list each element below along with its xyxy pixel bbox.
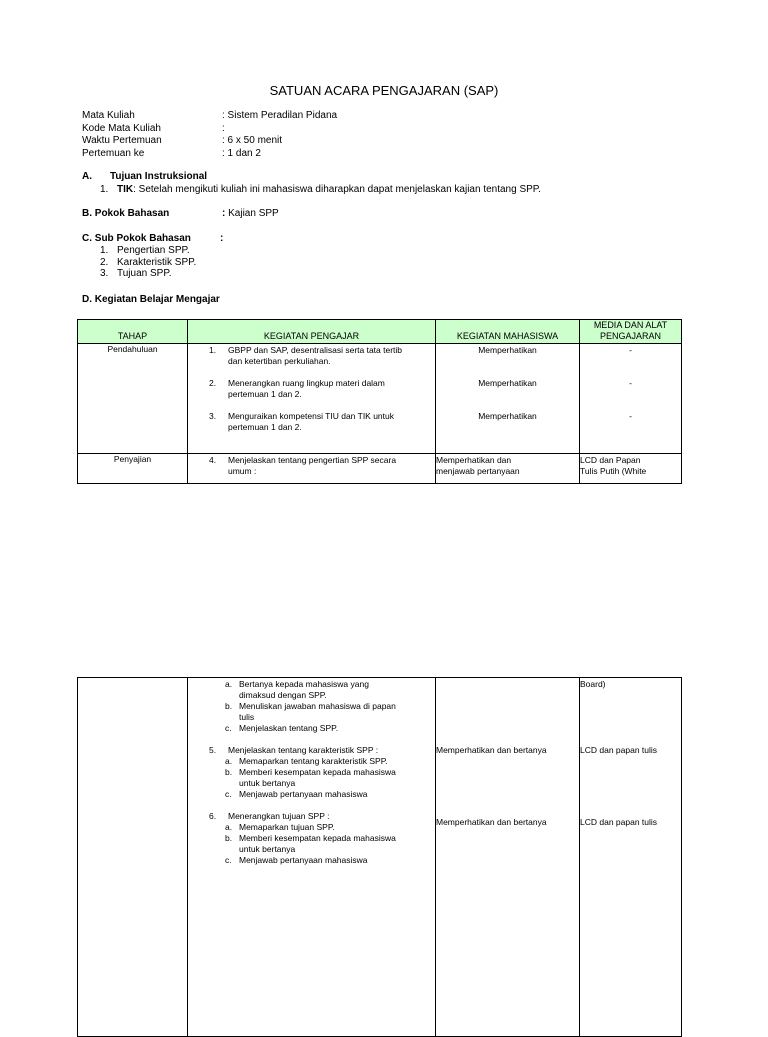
list-item (100, 257, 196, 269)
section-title: Tujuan Instruksional (110, 171, 208, 182)
item-text (228, 411, 435, 433)
sub-item (188, 789, 435, 800)
media-text: - (629, 411, 632, 421)
section-b-heading (82, 208, 169, 219)
item-text: Karakteristik SPP. (117, 256, 197, 268)
media-cell (580, 678, 682, 1037)
item-number: 4. (209, 455, 217, 465)
meta-label: Kode Mata Kuliah (82, 122, 161, 134)
media-text: Board) (580, 679, 606, 689)
section-a-heading (82, 171, 207, 182)
item-text-line: Menerangkan ruang lingkup materi dalam (228, 378, 385, 388)
activity-item (188, 745, 435, 756)
sub-item-letter: a. (225, 822, 233, 832)
media-text: - (629, 378, 632, 388)
sub-item (188, 855, 435, 866)
table-row (78, 454, 682, 484)
sub-item (188, 701, 435, 723)
sub-item (188, 822, 435, 833)
section-letter: A. (82, 171, 92, 182)
sub-item-letter: a. (225, 679, 233, 689)
section-c-colon: : (220, 233, 224, 244)
section-b-value-wrap (222, 208, 279, 220)
media-text: LCD dan papan tulis (580, 817, 658, 827)
sub-item-text: Memaparkan tujuan SPP. (239, 822, 335, 832)
header-mahasiswa: KEGIATAN MAHASISWA (436, 320, 580, 344)
sub-item (188, 767, 435, 789)
mahasiswa-cell (436, 454, 580, 484)
item-number: 3. (100, 268, 109, 279)
mahasiswa-text: Memperhatikan (478, 378, 537, 388)
sub-item-letter: c. (225, 855, 232, 865)
media-text-line: Tulis Putih (White (580, 466, 647, 476)
item-text-line: pertemuan 1 dan 2. (228, 422, 302, 432)
sub-item-letter: b. (225, 767, 233, 777)
section-title: C. Sub Pokok Bahasan (82, 233, 191, 244)
header-media-line: MEDIA DAN ALAT (593, 320, 668, 330)
mahasiswa-cell (436, 678, 580, 1037)
sub-item-letter: a. (225, 756, 233, 766)
meta-value: : (222, 122, 225, 134)
header-pengajar: KEGIATAN PENGAJAR (188, 320, 436, 344)
sub-item-letter: b. (225, 701, 233, 711)
activity-item (188, 345, 435, 367)
activity-item (188, 811, 435, 822)
tik-label: TIK (117, 184, 134, 195)
mahasiswa-text-line: Memperhatikan dan (436, 455, 512, 465)
tahap-cell (78, 678, 188, 1037)
media-text-line: LCD dan Papan (580, 455, 641, 465)
meta-label: Mata Kuliah (82, 110, 135, 121)
item-number: 3. (209, 411, 217, 421)
header-tahap: TAHAP (78, 320, 188, 344)
tahap-cell: Penyajian (78, 454, 188, 484)
item-text (228, 455, 435, 477)
item-number: 1. (100, 184, 109, 195)
section-title: D. Kegiatan Belajar Mengajar (82, 294, 220, 305)
pengajar-cell (188, 678, 436, 1037)
item-text: Tujuan SPP. (117, 268, 172, 279)
item-text-line: Menjelaskan tentang pengertian SPP secara (228, 455, 397, 465)
sub-item-line: tulis (239, 712, 255, 722)
item-number: 5. (209, 745, 217, 755)
media-text: - (629, 345, 632, 355)
sub-item-text: Menjawab pertanyaan mahasiswa (239, 789, 368, 799)
item-text: Pengertian SPP. (117, 245, 190, 256)
sub-item-text: Menjelaskan tentang SPP. (239, 723, 339, 733)
item-text: Menerangkan tujuan SPP : (228, 811, 330, 821)
section-b-colon: : (222, 208, 226, 219)
sub-item-line: Memberi kesempatan kepada mahasiswa (239, 767, 396, 777)
pengajar-cell (188, 344, 436, 454)
sub-item-text (239, 701, 429, 723)
tahap-cell: Pendahuluan (78, 344, 188, 454)
activity-item (188, 455, 435, 477)
sub-item-text (239, 679, 429, 701)
meta-row-course (82, 110, 337, 123)
section-d-heading (82, 294, 220, 305)
tik-item (100, 184, 541, 196)
mahasiswa-text: Memperhatikan (478, 411, 537, 421)
mahasiswa-text: Memperhatikan dan bertanya (436, 745, 547, 755)
media-cell (580, 454, 682, 484)
sub-topic-list (100, 245, 196, 280)
item-text (228, 345, 435, 367)
mahasiswa-cell (436, 344, 580, 454)
sub-item-text (239, 833, 429, 855)
meta-row-meeting (82, 148, 337, 161)
sub-item-text: Memaparkan tentang karakteristik SPP. (239, 756, 388, 766)
activity-table-continued (77, 677, 682, 1037)
item-text (228, 378, 435, 400)
meta-row-code (82, 123, 337, 136)
table-row (78, 678, 682, 1037)
activity-table (77, 319, 682, 484)
item-text-line: umum : (228, 466, 257, 476)
document-title: SATUAN ACARA PENGAJARAN (SAP) (269, 83, 499, 98)
sub-item-letter: b. (225, 833, 233, 843)
meta-label: Waktu Pertemuan (82, 135, 162, 146)
sub-item-text (239, 767, 429, 789)
meta-value: : 6 x 50 menit (222, 135, 283, 146)
meta-value: : 1 dan 2 (222, 147, 261, 159)
media-cell (580, 344, 682, 454)
list-item (100, 268, 196, 280)
section-title: B. Pokok Bahasan (82, 208, 170, 219)
sub-item-line: untuk bertanya (239, 844, 296, 854)
item-text-line: Menguraikan kompetensi TIU dan TIK untuk (228, 411, 394, 421)
sub-item (188, 679, 435, 701)
tik-text: : Setelah mengikuti kuliah ini mahasiswa diharapkan dapat menjelaskan kajian tentang SPP. (133, 184, 541, 195)
sub-item-line: dimaksud dengan SPP. (239, 690, 327, 700)
section-c-heading (82, 233, 191, 244)
course-meta (82, 110, 337, 160)
media-text: LCD dan papan tulis (580, 745, 658, 755)
item-text: Menjelaskan tentang karakteristik SPP : (228, 745, 379, 755)
item-text-line: pertemuan 1 dan 2. (228, 389, 302, 399)
meta-label: Pertemuan ke (82, 147, 145, 159)
sub-item-line: Menuliskan jawaban mahasiswa di papan (239, 701, 396, 711)
item-number: 1. (100, 245, 109, 256)
activity-item (188, 411, 435, 433)
pengajar-cell (188, 454, 436, 484)
header-media-line: PENGAJARAN (599, 331, 661, 341)
sub-item (188, 833, 435, 855)
mahasiswa-text: Memperhatikan (478, 345, 537, 355)
item-text-line: GBPP dan SAP, desentralisasi serta tata tertib (228, 345, 403, 355)
item-number: 2. (209, 378, 217, 388)
activity-item (188, 378, 435, 400)
sub-item-line: untuk bertanya (239, 778, 296, 788)
sub-item-line: Bertanya kepada mahasiswa yang (239, 679, 369, 689)
sub-item (188, 723, 435, 734)
mahasiswa-text-line: menjawab pertanyaan (436, 466, 520, 476)
table-header-row (78, 320, 682, 344)
sub-item-letter: c. (225, 789, 232, 799)
meta-value: : Sistem Peradilan Pidana (222, 110, 338, 121)
meta-row-time (82, 135, 337, 148)
section-b-value: Kajian SPP (225, 208, 279, 219)
list-item (100, 245, 196, 257)
header-media (580, 320, 682, 344)
sub-item-line: Memberi kesempatan kepada mahasiswa (239, 833, 396, 843)
item-number: 1. (209, 345, 217, 355)
table-row (78, 344, 682, 454)
item-number: 2. (100, 256, 109, 268)
sub-item-letter: c. (225, 723, 232, 733)
mahasiswa-text: Memperhatikan dan bertanya (436, 817, 547, 827)
sub-item (188, 756, 435, 767)
item-text-line: dan ketertiban perkuliahan. (228, 356, 331, 366)
sub-item-text: Menjawab pertanyaan mahasiswa (239, 855, 368, 865)
item-number: 6. (209, 811, 217, 821)
